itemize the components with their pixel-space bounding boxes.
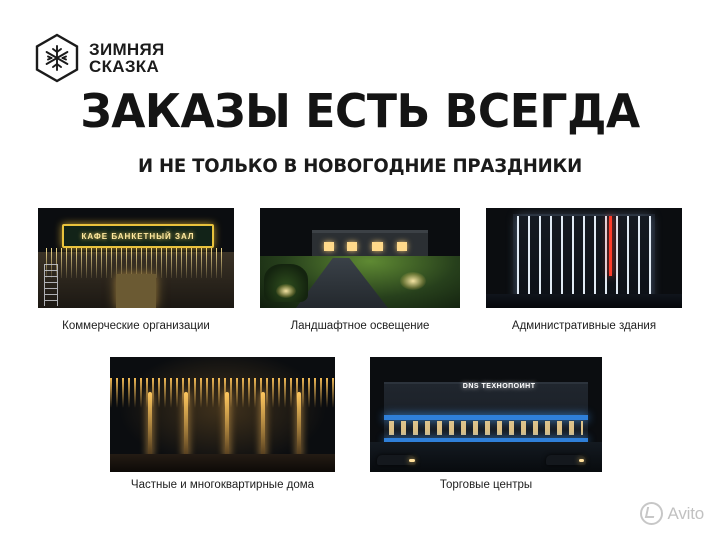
brand-logo-text xyxy=(89,41,165,76)
brand-name-line1: ЗИМНЯЯ xyxy=(89,39,165,59)
roof-garland xyxy=(110,378,335,408)
photo-landscape xyxy=(260,208,460,308)
landscape-house xyxy=(312,230,428,259)
card-caption-malls: Торговые центры xyxy=(439,479,533,491)
garland-column xyxy=(297,392,301,459)
photo-commercial xyxy=(38,208,234,308)
page-subtitle: И НЕ ТОЛЬКО В НОВОГОДНИЕ ПРАЗДНИКИ xyxy=(137,155,583,177)
ladder-icon xyxy=(44,264,58,306)
card-malls xyxy=(370,357,602,491)
brand-name-line2: СКАЗКА xyxy=(89,57,160,76)
cafe-entrance xyxy=(116,274,155,308)
card-admin xyxy=(486,208,682,332)
parked-car xyxy=(546,455,585,465)
red-accent-line xyxy=(609,216,612,276)
vertical-light-strips xyxy=(517,216,650,304)
mall-sign-text: DNS ТЕХНОПОИНТ xyxy=(462,383,536,391)
window-light xyxy=(347,242,357,251)
card-houses xyxy=(110,357,335,491)
card-caption-admin: Административные здания xyxy=(511,320,657,332)
ground xyxy=(110,454,335,472)
card-caption-landscape: Ландшафтное освещение xyxy=(290,320,430,332)
photo-malls xyxy=(370,357,602,472)
ground-lamp-glow xyxy=(276,284,296,298)
ground-lamp-glow xyxy=(400,272,426,290)
window-light xyxy=(324,242,334,251)
card-commercial xyxy=(38,208,234,332)
car-headlight xyxy=(409,459,415,461)
card-caption-commercial: Коммерческие организации xyxy=(62,320,210,332)
avito-watermark xyxy=(640,502,705,525)
garland-column xyxy=(148,392,152,459)
card-caption-houses: Частные и многоквартирные дома xyxy=(130,479,315,491)
car-headlight xyxy=(579,459,585,461)
avito-watermark-text: Avito xyxy=(667,503,704,523)
page-title: ЗАКАЗЫ ЕСТЬ ВСЕГДА xyxy=(80,84,640,138)
parked-car xyxy=(377,455,416,465)
photo-houses xyxy=(110,357,335,472)
brand-logo xyxy=(34,33,165,83)
snowflake-hexagon-icon xyxy=(34,33,80,83)
card-landscape xyxy=(260,208,460,332)
mall-window-row xyxy=(389,421,584,435)
photo-admin xyxy=(486,208,682,308)
blue-led-stripe xyxy=(384,415,588,421)
window-light xyxy=(372,242,382,251)
garland-column xyxy=(225,392,229,459)
window-light xyxy=(397,242,407,251)
garland-column xyxy=(261,392,265,459)
garland-column xyxy=(184,392,188,459)
avito-checkmark-icon xyxy=(640,502,663,525)
cafe-sign-text: КАФЕ БАНКЕТНЫЙ ЗАЛ xyxy=(62,224,215,248)
tower-base xyxy=(486,294,682,308)
